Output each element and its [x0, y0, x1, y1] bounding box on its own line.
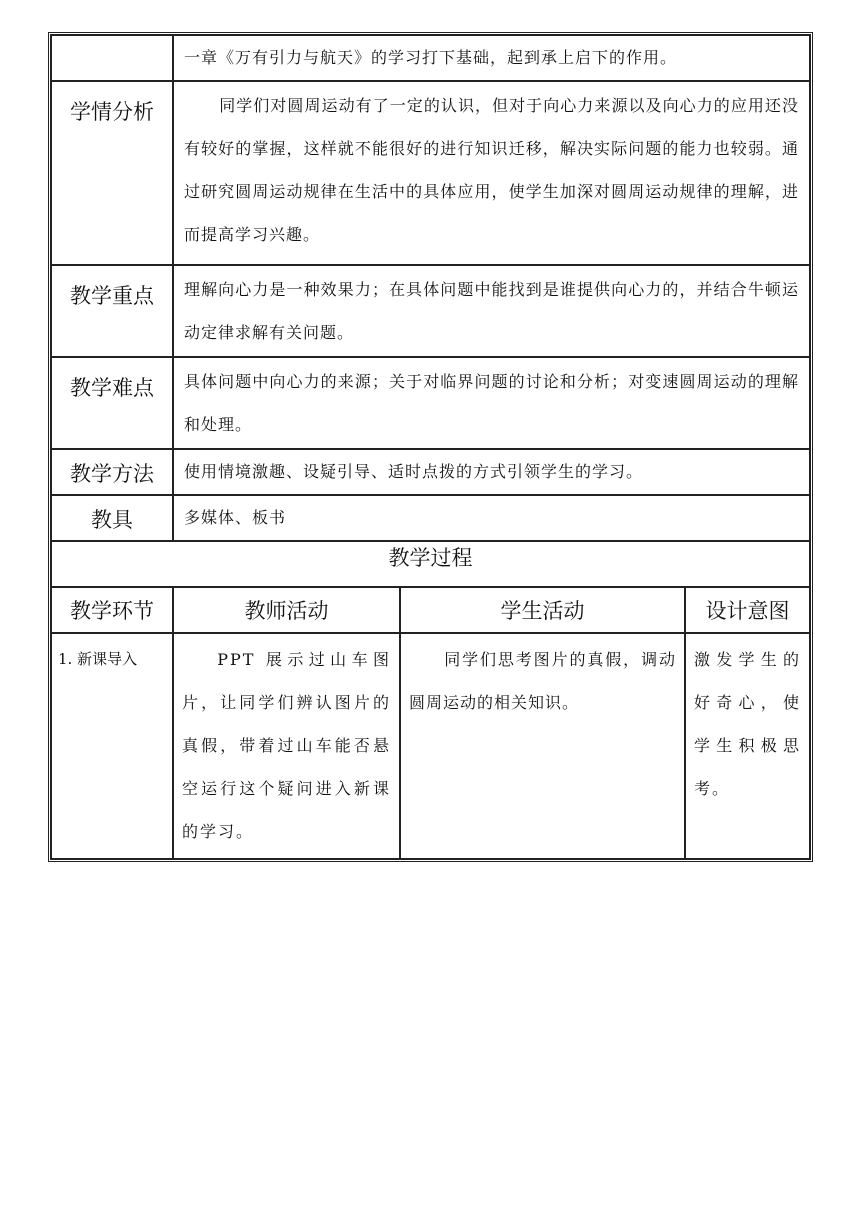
row-process-title [51, 541, 810, 587]
label-tools: 教具 [51, 495, 173, 541]
label-student-analysis: 学情分析 [51, 81, 173, 265]
row-key-points [51, 265, 810, 357]
cell-intent: 激发学生的好奇心，使学生积极思考。 [685, 633, 810, 859]
row-student-analysis [51, 81, 810, 265]
row-text-continuation: 一章《万有引力与航天》的学习打下基础，起到承上启下的作用。 [173, 35, 810, 81]
cell-stage: 1. 新课导入 [51, 633, 173, 859]
row-difficulties [51, 357, 810, 449]
header-intent: 设计意图 [685, 587, 810, 633]
text-tools: 多媒体、板书 [173, 495, 810, 541]
label-key-points: 教学重点 [51, 265, 173, 357]
header-student: 学生活动 [400, 587, 685, 633]
row-label-empty [51, 35, 173, 81]
text-student-analysis: 同学们对圆周运动有了一定的认识，但对于向心力来源以及向心力的应用还没有较好的掌握，这样就不能很好的进行知识迁移，解决实际问题的能力也较弱。通过研究圆周运动规律在生活中的具体应用，使学生加深对圆周运动规律的理解，进而提高学习兴趣。 [173, 81, 810, 265]
cell-student: 同学们思考图片的真假，调动圆周运动的相关知识。 [400, 633, 685, 859]
text-difficulties: 具体问题中向心力的来源；关于对临界问题的讨论和分析；对变速圆周运动的理解和处理。 [173, 357, 810, 449]
text-key-points: 理解向心力是一种效果力；在具体问题中能找到是谁提供向心力的，并结合牛顿运动定律求解有关问题。 [173, 265, 810, 357]
cell-teacher: PPT 展示过山车图片，让同学们辨认图片的真假，带着过山车能否悬空运行这个疑问进入新课的学习。 [173, 633, 400, 859]
text-method: 使用情境激趣、设疑引导、适时点拨的方式引领学生的学习。 [173, 449, 810, 495]
header-stage: 教学环节 [51, 587, 173, 633]
label-difficulties: 教学难点 [51, 357, 173, 449]
lesson-plan-table [50, 34, 811, 860]
label-method: 教学方法 [51, 449, 173, 495]
row-tools [51, 495, 810, 541]
row-method [51, 449, 810, 495]
row-continuation [51, 35, 810, 81]
table-row [51, 633, 810, 859]
process-title: 教学过程 [51, 541, 810, 587]
row-process-headers [51, 587, 810, 633]
header-teacher: 教师活动 [173, 587, 400, 633]
